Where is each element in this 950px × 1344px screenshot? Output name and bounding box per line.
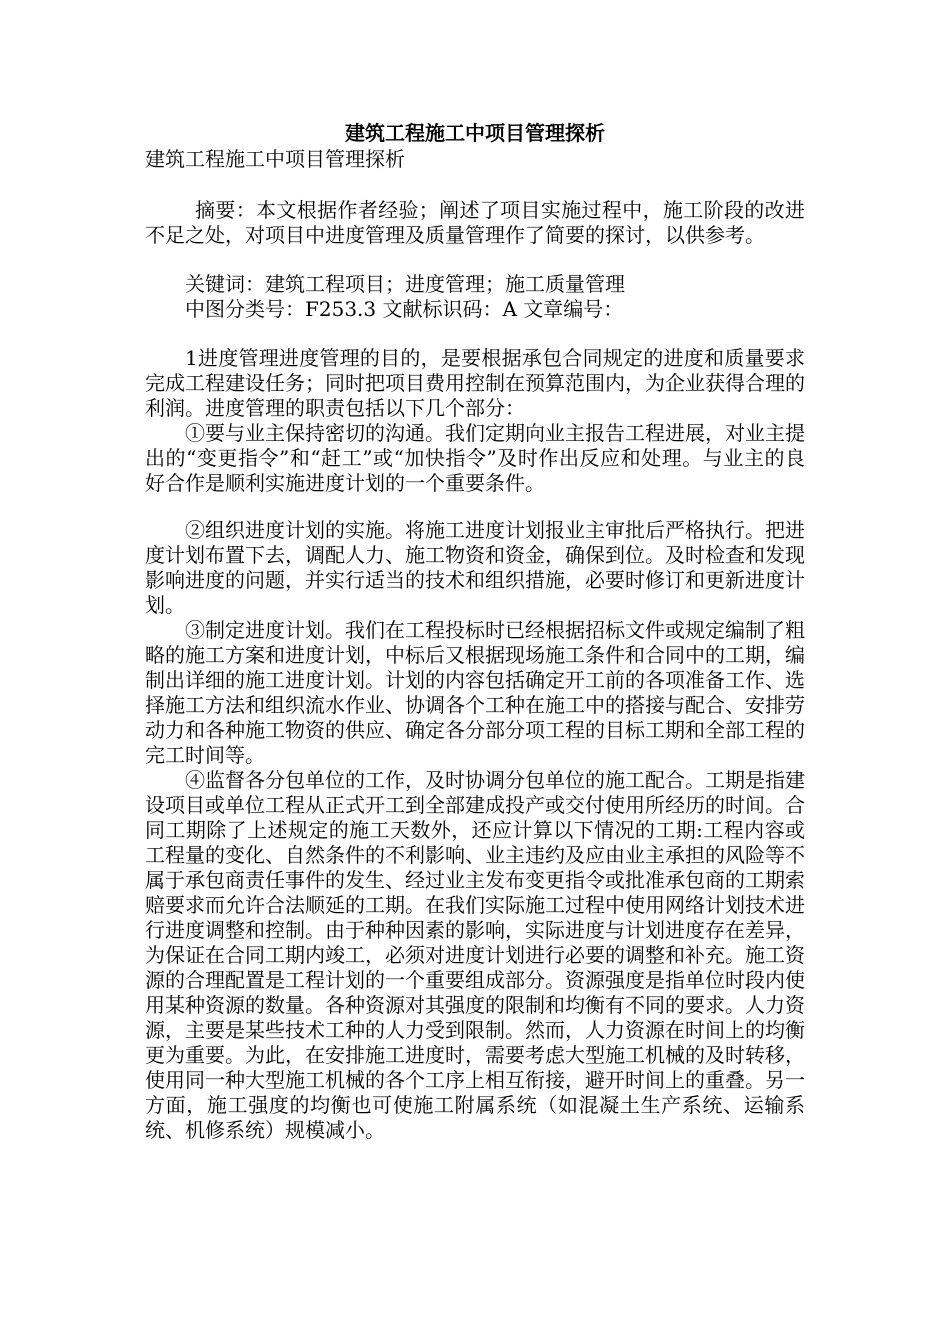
body-paragraph-1: 1进度管理进度管理的目的，是要根据承包合同规定的进度和质量要求完成工程建设任务；同时把项目费用控制在预算范围内，为企业获得合理的利润。进度管理的职责包括以下几个部分： [145, 346, 805, 420]
classification-line: 中图分类号：F253.3 文献标识码：A 文章编号： [185, 297, 624, 321]
body-paragraph-2: ①要与业主保持密切的沟通。我们定期向业主报告工程进展，对业主提出的“变更指令”和“赶工”或“加快指令”及时作出反应和处理。与业主的良好合作是顺利实施进度计划的一个重要条件。 [145, 421, 805, 495]
document-content [145, 120, 805, 1143]
spacer [145, 248, 805, 272]
spacer [145, 496, 805, 518]
keywords-line: 关键词：建筑工程项目；进度管理；施工质量管理 [185, 272, 625, 296]
abstract-paragraph: 摘要：本文根据作者经验；阐述了项目实施过程中，施工阶段的改进不足之处，对项目中进度管理及质量管理作了简要的探讨，以供参考。 [145, 198, 805, 247]
spacer [145, 322, 805, 346]
document-subtitle: 建筑工程施工中项目管理探析 [145, 147, 405, 171]
spacer [145, 172, 805, 198]
body-paragraph-3: ②组织进度计划的实施。将施工进度计划报业主审批后严格执行。把进度计划布置下去，调配人力、施工物资和资金，确保到位。及时检查和发现影响进度的问题，并实行适当的技术和组织措施，必要时修订和更新进度计划。 [145, 518, 805, 617]
body-paragraph-5: ④监督各分包单位的工作，及时协调分包单位的施工配合。工期是指建设项目或单位工程从正式开工到全部建成投产或交付使用所经历的时间。合同工期除了上述规定的施工天数外，还应计算以下情况的工期:工程内容或工程量的变化、自然条件的不利影响、业主违约及应由业主承担的风险等不属于承包商责任事件的发生、经过业主发布变更指令或批准承包商的工期索赔要求而允许合法顺延的工期。在我们实际施工过程中使用网络计划技术进行进度调整和控制。由于种种因素的影响，实际进度与计划进度存在差异，为保证在合同工期内竣工，必须对进度计划进行必要的调整和补充。施工资源的合理配置是工程计划的一个重要组成部分。资源强度是指单位时段内使用某种资源的数量。各种资源对其强度的限制和均衡有不同的要求。人力资源，主要是某些技术工种的人力受到限制。然而，人力资源在时间上的均衡更为重要。为此，在安排施工进度时，需要考虑大型施工机械的及时转移，使用同一种大型施工机械的各个工序上相互衔接，避开时间上的重叠。另一方面，施工强度的均衡也可使施工附属系统（如混凝土生产系统、运输系统、机修系统）规模减小。 [145, 768, 805, 1142]
body-paragraph-4: ③制定进度计划。我们在工程投标时已经根据招标文件或规定编制了粗略的施工方案和进度计划，中标后又根据现场施工条件和合同中的工期，编制出详细的施工进度计划。计划的内容包括确定开工前的各项准备工作、选择施工方法和组织流水作业、协调各个工种在施工中的搭接与配合、安排劳动力和各种施工物资的供应、确定各分部分项工程的目标工期和全部工程的完工时间等。 [145, 618, 805, 767]
document-title: 建筑工程施工中项目管理探析 [345, 121, 605, 145]
